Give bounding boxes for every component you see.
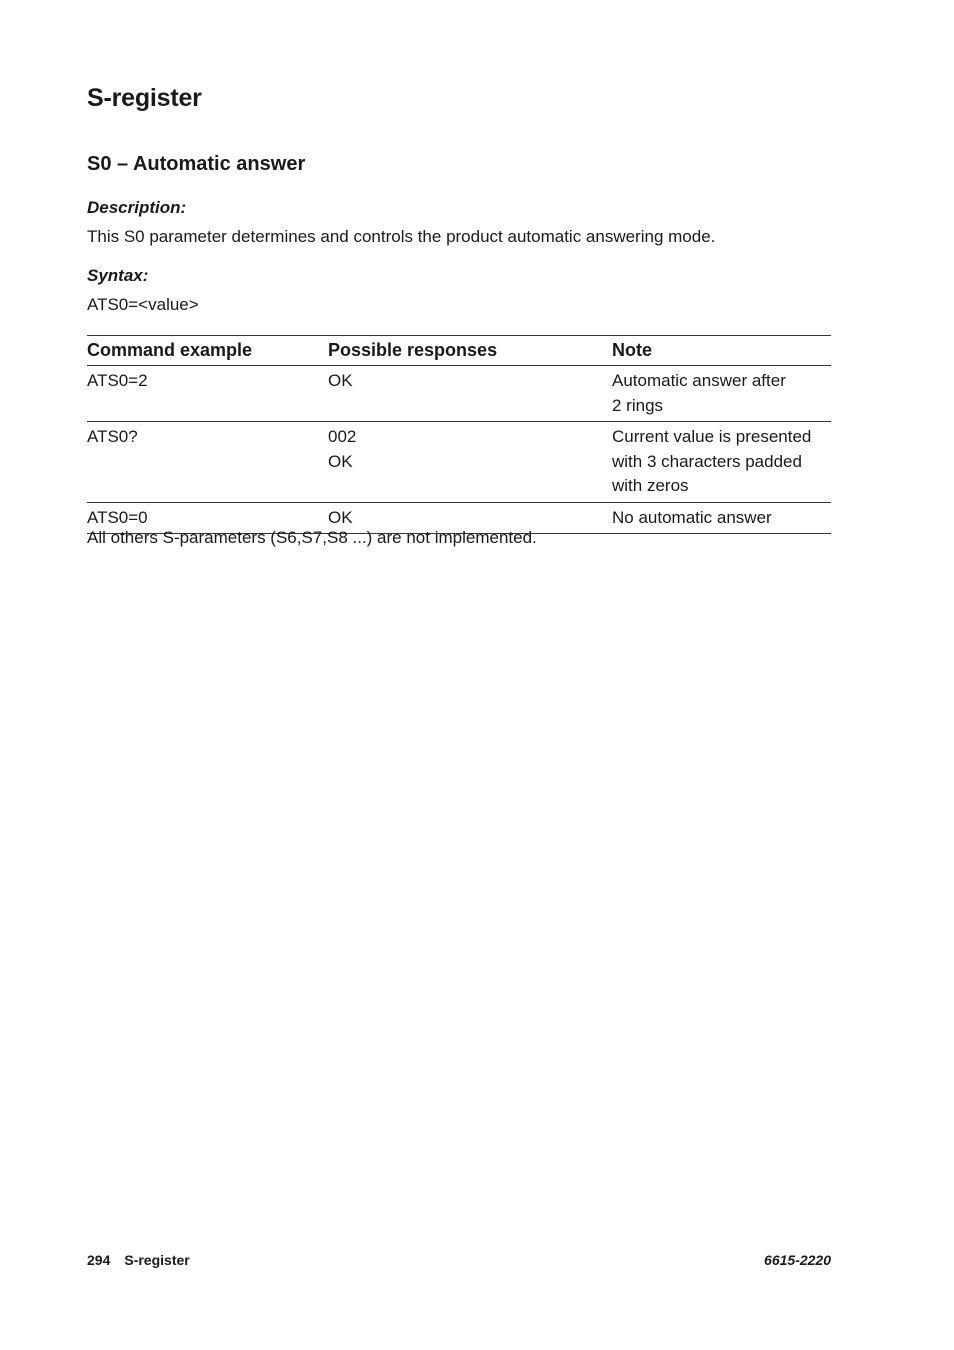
cell-line: OK: [328, 507, 353, 527]
table-row: [87, 366, 831, 422]
after-table-text: All others S-parameters (S6,S7,S8 ...) are not implemented.: [87, 528, 537, 547]
cell-note: [612, 422, 831, 503]
cell-line: ATS0?: [87, 427, 138, 446]
header-possible-responses: Possible responses: [328, 336, 612, 366]
header-command-example: Command example: [87, 336, 328, 366]
cell-line: Current value is presented: [612, 427, 812, 446]
cell-line: ATS0=2: [87, 371, 148, 390]
footer-doc-id: 6615-2220: [764, 1252, 831, 1268]
description-label: Description:: [87, 198, 187, 217]
table-row: [87, 422, 831, 503]
cell-line: ATS0=0: [87, 507, 148, 527]
cell-line: 2 rings: [612, 395, 664, 415]
cell-responses: [328, 366, 612, 422]
cell-note: [612, 502, 831, 534]
syntax-label: Syntax:: [87, 266, 149, 285]
page-title: S-register: [87, 84, 202, 112]
cell-command: [87, 422, 328, 503]
cell-responses: [328, 422, 612, 503]
header-note: Note: [612, 336, 831, 366]
cell-line: OK: [328, 371, 353, 390]
cell-note: [612, 366, 831, 422]
command-table: [87, 335, 831, 534]
cell-line: OK: [328, 451, 353, 471]
footer-page-number: 294: [87, 1252, 111, 1268]
cell-line: 002: [328, 427, 357, 446]
description-text: This S0 parameter determines and controls the product automatic answering mode.: [87, 227, 716, 246]
footer-left: [87, 1252, 190, 1268]
footer-section: S-register: [124, 1252, 190, 1268]
cell-line: with 3 characters padded: [612, 451, 802, 471]
cell-line: with zeros: [612, 476, 689, 495]
syntax-text: ATS0=<value>: [87, 295, 199, 314]
cell-command: [87, 366, 328, 422]
cell-line: No automatic answer: [612, 507, 772, 527]
table-header-row: [87, 336, 831, 366]
section-title: S0 – Automatic answer: [87, 153, 306, 175]
cell-line: Automatic answer after: [612, 371, 786, 390]
